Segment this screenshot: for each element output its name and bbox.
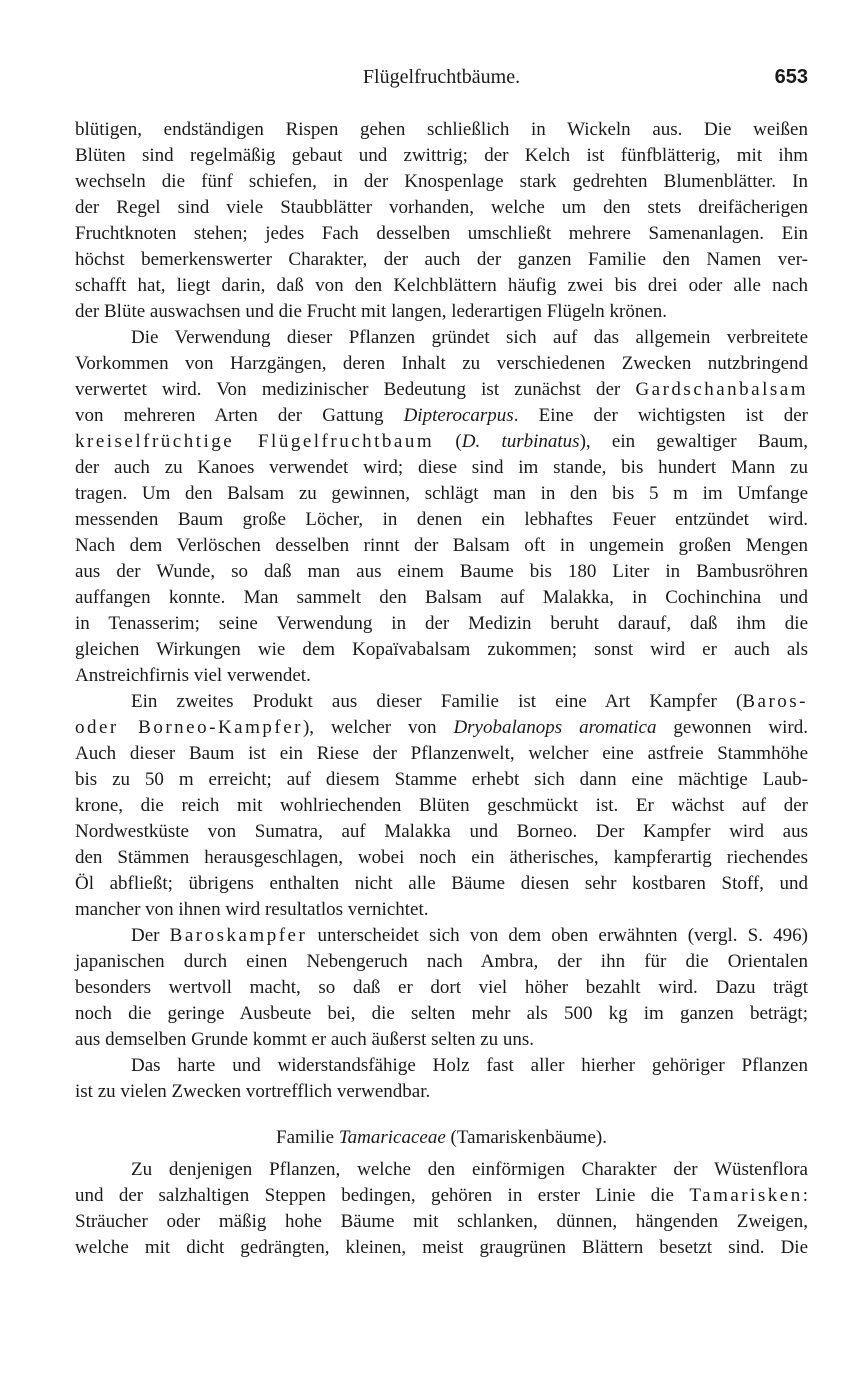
paragraph: [75, 923, 808, 1053]
text-run: aus demselben Grunde kommt er auch äußerst selten zu uns.: [75, 1029, 535, 1050]
text-line: [75, 975, 808, 1001]
text-run: gewonnen wird.: [656, 717, 808, 738]
italic-taxon-name: D. turbinatus: [461, 431, 580, 452]
text-line: [75, 117, 808, 143]
text-run: Anstreichfirnis viel verwendet.: [75, 665, 311, 686]
spaced-emphasis: kreiselfrüchtige Flügelfruchtbaum: [75, 431, 435, 452]
text-run: Blüten sind regelmäßig gebaut und zwittrig; der Kelch ist fünfblätterig, mit ihm: [75, 145, 808, 166]
text-run: den Stämmen herausgeschlagen, wobei noch ein ätherisches, kampferartig riechendes: [75, 847, 808, 868]
text-run: aus der Wunde, so daß man aus einem Baume bis 180 Liter in Bambusröhren: [75, 561, 808, 582]
text-line: [75, 949, 808, 975]
text-line: [75, 585, 808, 611]
page-header: [75, 66, 808, 96]
text-run: mancher von ihnen wird resultatlos vernichtet.: [75, 899, 429, 920]
text-line: [75, 611, 808, 637]
text-line: [75, 793, 808, 819]
text-run: . Eine der wichtigsten ist der: [513, 405, 808, 426]
text-run: von mehreren Arten der Gattung: [75, 405, 404, 426]
text-line: [75, 455, 808, 481]
text-run: besonders wertvoll macht, so daß er dort viel höher bezahlt wird. Dazu trägt: [75, 977, 808, 998]
text-line: [75, 559, 808, 585]
text-line: [75, 507, 808, 533]
text-run: Nach dem Verlöschen desselben rinnt der Balsam oft in ungemein großen Mengen: [75, 535, 808, 556]
text-run: ist zu vielen Zwecken vortrefflich verwendbar.: [75, 1081, 431, 1102]
text-line: [75, 299, 808, 325]
text-run: in Tenasserim; seine Verwendung in der Medizin beruht darauf, daß ihm die: [75, 613, 808, 634]
text-line: [75, 325, 808, 351]
running-title: Flügelfruchtbäume.: [362, 66, 521, 88]
text-line: [75, 845, 808, 871]
italic-taxon-name: Dryobalanops aromatica: [453, 717, 657, 738]
spaced-emphasis: Baros-: [742, 691, 808, 712]
text-run: noch die geringe Ausbeute bei, die selten mehr als 500 kg im ganzen beträgt;: [75, 1003, 808, 1024]
spaced-emphasis: oder Borneo-Kampfer: [75, 717, 303, 738]
text-run: der Regel sind viele Staubblätter vorhanden, welche um den stets dreifächerigen: [75, 197, 808, 218]
text-run: ), welcher von: [302, 717, 454, 738]
text-line: [75, 715, 808, 741]
text-line: [75, 871, 808, 897]
text-line: [75, 663, 808, 689]
text-run: Fruchtknoten stehen; jedes Fach desselben umschließt mehrere Samenanlagen. Ein: [75, 223, 808, 244]
text-line: [75, 897, 808, 923]
text-line: [75, 481, 808, 507]
text-run: welche mit dicht gedrängten, kleinen, meist graugrünen Blättern besetzt sind. Die: [75, 1237, 808, 1258]
spaced-emphasis: Tamarisken: [689, 1185, 803, 1206]
text-run: und der salzhaltigen Steppen bedingen, gehören in erster Linie die: [75, 1185, 690, 1206]
text-line: [75, 1053, 808, 1079]
text-line: [75, 1079, 808, 1105]
text-run: gleichen Wirkungen wie dem Kopaïvabalsam zukommen; sonst wird er auch als: [75, 639, 808, 660]
text-line: [75, 195, 808, 221]
text-run: tragen. Um den Balsam zu gewinnen, schlägt man in den bis 5 m im Umfange: [75, 483, 808, 504]
text-line: [75, 1001, 808, 1027]
text-line: [75, 637, 808, 663]
text-line: [75, 247, 808, 273]
text-run: Das harte und widerstandsfähige Holz fast aller hierher gehöriger Pflanzen: [131, 1055, 808, 1076]
text-line: [75, 429, 808, 455]
paragraph: [75, 1053, 808, 1105]
text-run: Auch dieser Baum ist ein Riese der Pflanzenwelt, welcher eine astfreie Stammhöhe: [75, 743, 808, 764]
spaced-emphasis: Gardschanbalsam: [635, 379, 808, 400]
text-line: [75, 377, 808, 403]
paragraph: [75, 325, 808, 689]
text-run: (: [434, 431, 462, 452]
text-line: [75, 1027, 808, 1053]
text-run: der Blüte auswachsen und die Frucht mit langen, lederartigen Flügeln krönen.: [75, 301, 668, 322]
page-number: 653: [774, 66, 808, 88]
text-run: Vorkommen von Harzgängen, deren Inhalt zu verschiedenen Zwecken nutzbringend: [75, 353, 808, 374]
text-line: [75, 143, 808, 169]
text-line: [75, 689, 808, 715]
text-run: Ein zweites Produkt aus dieser Familie ist eine Art Kampfer (: [131, 691, 743, 712]
text-line: [75, 819, 808, 845]
text-run: auffangen konnte. Man sammelt den Balsam auf Malakka, in Cochinchina und: [75, 587, 808, 608]
text-line: [75, 221, 808, 247]
text-line: [75, 923, 808, 949]
paragraph: [75, 689, 808, 923]
text-run: Öl abfließt; übrigens enthalten nicht alle Bäume diesen sehr kostbaren Stoff, und: [75, 873, 808, 894]
text-line: [75, 351, 808, 377]
text-run: Familie: [276, 1127, 339, 1148]
text-line: [75, 767, 808, 793]
text-line: [75, 533, 808, 559]
text-run: blütigen, endständigen Rispen gehen schließlich in Wickeln aus. Die weißen: [75, 119, 808, 140]
text-run: schafft hat, liegt darin, daß von den Kelchblättern häufig zwei bis drei oder alle nach: [75, 275, 808, 296]
text-run: Der: [131, 925, 170, 946]
text-run: ), ein gewaltiger Baum,: [579, 431, 808, 452]
text-run: verwertet wird. Von medizinischer Bedeutung ist zunächst der: [75, 379, 636, 400]
italic-taxon-name: Dipterocarpus: [403, 405, 514, 426]
text-run: Die Verwendung dieser Pflanzen gründet sich auf das allgemein verbreitete: [131, 327, 808, 348]
text-run: unterscheidet sich von dem oben erwähnten (vergl. S. 496): [307, 925, 809, 946]
text-run: krone, die reich mit wohlriechenden Blüten geschmückt ist. Er wächst auf der: [75, 795, 808, 816]
text-run: der auch zu Kanoes verwendet wird; diese sind im stande, bis hundert Mann zu: [75, 457, 808, 478]
text-run: wechseln die fünf schiefen, in der Knospenlage stark gedrehten Blumenblätter. In: [75, 171, 808, 192]
text-run: Zu denjenigen Pflanzen, welche den einförmigen Charakter der Wüstenflora: [131, 1159, 808, 1180]
text-run: höchst bemerkenswerter Charakter, der auch der ganzen Familie den Namen ver-: [75, 249, 808, 270]
text-line: [75, 403, 808, 429]
italic-taxon-name: Tamaricaceae: [338, 1127, 446, 1148]
text-line: [75, 1183, 808, 1209]
text-run: :: [802, 1185, 808, 1206]
spaced-emphasis: Baroskampfer: [169, 925, 308, 946]
text-run: Nordwestküste von Sumatra, auf Malakka und Borneo. Der Kampfer wird aus: [75, 821, 808, 842]
text-run: messenden Baum große Löcher, in denen ein lebhaftes Feuer entzündet wird.: [75, 509, 808, 530]
text-line: [75, 1157, 808, 1183]
text-run: japanischen durch einen Nebengeruch nach Ambra, der ihn für die Orientalen: [75, 951, 808, 972]
text-line: [75, 1235, 808, 1261]
section-heading: [75, 1125, 808, 1151]
text-run: (Tamariskenbäume).: [445, 1127, 607, 1148]
paragraph: [75, 1157, 808, 1261]
text-run: Sträucher oder mäßig hohe Bäume mit schlanken, dünnen, hängenden Zweigen,: [75, 1211, 808, 1232]
page-body: [75, 117, 808, 1261]
paragraph: [75, 117, 808, 325]
text-line: [75, 741, 808, 767]
text-line: [75, 1209, 808, 1235]
text-line: [75, 169, 808, 195]
text-line: [75, 273, 808, 299]
text-run: bis zu 50 m erreicht; auf diesem Stamme erhebt sich dann eine mächtige Laub-: [75, 769, 808, 790]
text-line: [75, 1125, 808, 1151]
